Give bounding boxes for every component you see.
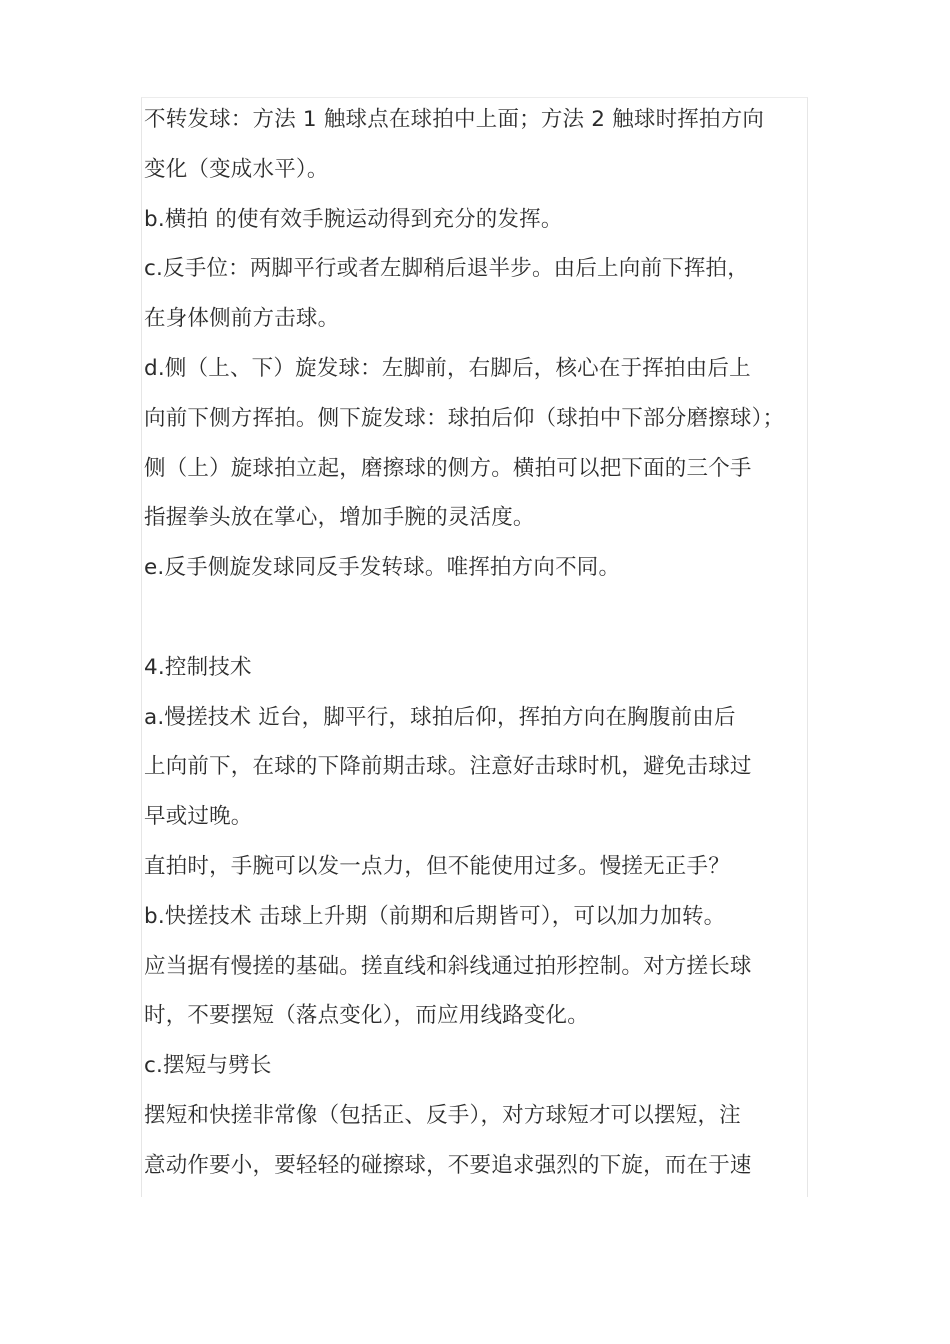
text-line: 意动作要小，要轻轻的碰擦球，不要追求强烈的下旋，而在于速 xyxy=(144,1152,752,1178)
text-line: 摆短和快搓非常像（包括正、反手），对方球短才可以摆短，注 xyxy=(144,1102,741,1128)
text-line: 侧（上）旋球拍立起，磨擦球的侧方。横拍可以把下面的三个手 xyxy=(144,455,752,481)
text-line: d.侧（上、下）旋发球：左脚前，右脚后，核心在于挥拍由后上 xyxy=(144,355,751,381)
text-line: b.快搓技术 击球上升期（前期和后期皆可），可以加力加转。 xyxy=(144,903,726,929)
section-heading: 4.控制技术 xyxy=(144,654,252,680)
text-line: c.反手位：两脚平行或者左脚稍后退半步。由后上向前下挥拍， xyxy=(144,256,749,282)
text-line: c.摆短与劈长 xyxy=(144,1053,272,1079)
text-line: 向前下侧方挥拍。侧下旋发球：球拍后仰（球拍中下部分磨擦球）； xyxy=(144,405,785,431)
text-line: b.横拍 的使有效手腕运动得到充分的发挥。 xyxy=(144,206,563,232)
text-line: 时，不要摆短（落点变化），而应用线路变化。 xyxy=(144,1003,589,1029)
text-line: e.反手侧旋发球同反手发转球。唯挥拍方向不同。 xyxy=(144,555,621,581)
text-line: 早或过晚。 xyxy=(144,804,253,830)
text-line: 指握拳头放在掌心，增加手腕的灵活度。 xyxy=(144,505,535,531)
text-line: 应当据有慢搓的基础。搓直线和斜线通过拍形控制。对方搓长球 xyxy=(144,953,752,979)
text-line: 在身体侧前方击球。 xyxy=(144,306,340,332)
document-body xyxy=(144,95,816,1191)
text-line: 变化（变成水平）。 xyxy=(144,156,329,182)
text-line: 上向前下，在球的下降前期击球。注意好击球时机，避免击球过 xyxy=(144,754,752,780)
text-line: 不转发球：方法 1 触球点在球拍中上面；方法 2 触球时挥拍方向 xyxy=(144,107,765,132)
text-line: 直拍时，手腕可以发一点力，但不能使用过多。慢搓无正手？ xyxy=(144,853,730,879)
blank-line xyxy=(144,593,816,643)
text-line: a.慢搓技术 近台，脚平行，球拍后仰，挥拍方向在胸腹前由后 xyxy=(144,704,736,730)
